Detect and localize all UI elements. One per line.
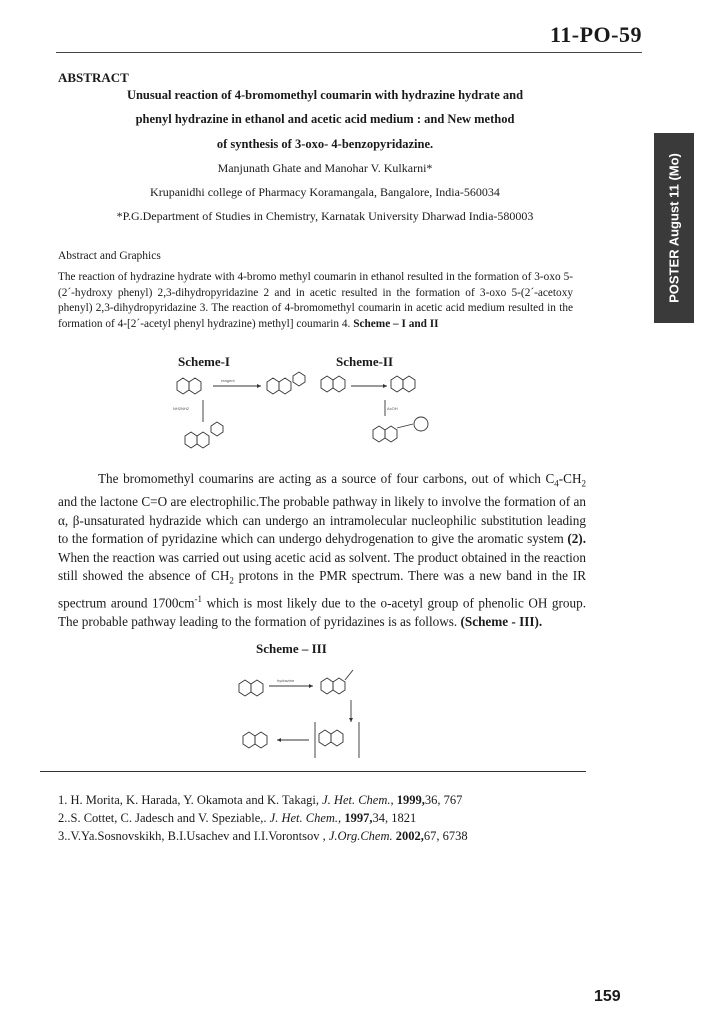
scheme-1-2-structures <box>165 368 445 466</box>
scheme-3-structures <box>225 660 375 766</box>
poster-code: 11-PO-59 <box>550 22 642 47</box>
ref-journal: J.Org.Chem. <box>328 829 393 843</box>
bold-run: (2). <box>567 531 586 547</box>
title-line-3: of synthesis of 3-oxo- 4-benzopyridazine. <box>216 137 434 151</box>
text-run: The bromomethyl coumarins are acting as a source of four carbons, out of which C <box>98 471 555 486</box>
affiliation-2: *P.G.Department of Studies in Chemistry, Karnatak University Dharwad India-580003 <box>116 209 534 223</box>
ref-year: 1999, <box>393 793 425 807</box>
reference-2 <box>58 811 416 826</box>
scheme-1-label: Scheme-I <box>178 354 230 369</box>
ref-authors: 3..V.Ya.Sosnovskikh, B.I.Usachev and I.I.Vorontsov , <box>58 829 329 843</box>
scheme-2-label: Scheme-II <box>336 354 394 369</box>
abstract-text: The reaction of hydrazine hydrate with 4-bromo methyl coumarin in ethanol resulted in the formation of 3-oxo 5-(2´-hydroxy phenyl) 2,3-dihydropyridazine 2 and in acetic resulted in the formation of 3-oxo 5-(2´-acetoxy phenyl) 2,3-dihydropyridazine 3. The reaction of 4-bromomethyl coumarin in acetic acid medium resulted in the formation of 4-[2´-acetyl phenyl hydrazine) methyl] coumarin 4. <box>58 271 573 330</box>
subscript: 4 <box>554 478 559 489</box>
superscript: -1 <box>194 594 203 605</box>
text-run: When the reaction was carried out using acetic acid as solvent. The product obtained in the reaction still showed the absence of CH <box>58 549 586 584</box>
abstract-scheme-ref: Scheme – I and II <box>353 317 439 330</box>
ref-journal: J. Het. Chem., <box>322 793 394 807</box>
text-run: -CH <box>558 471 582 486</box>
ref-year: 1997, <box>341 811 373 825</box>
title-line-2: phenyl hydrazine in ethanol and acetic acid medium : and New method <box>135 112 515 126</box>
discussion-paragraph <box>58 470 586 632</box>
text-run: and the lactone C=O are electrophilic.The probable pathway in likely to involve the formation of an α, β-unsaturated hydrazide which can undergo an intramolecular nucleophilic substitution leading to the formation of pyridazine which can undergo dehydrogenation to give the aromatic system <box>58 494 586 547</box>
text-run: protons in the PMR spectrum. There was a new band in the IR spectrum around 1700cm <box>58 568 586 611</box>
svg-text:hydrazine: hydrazine <box>277 678 295 683</box>
poster-date-tab <box>654 133 694 323</box>
references-rule <box>40 771 586 772</box>
text-run: which is most likely due to the o-acetyl group of phenolic OH group. The probable pathway leading to the formation of pyridazines is as follows. <box>58 595 586 630</box>
reference-1 <box>58 793 462 808</box>
ref-volume: 34, 1821 <box>372 811 417 825</box>
affiliation-1: Krupanidhi college of Pharmacy Koramangala, Bangalore, India-560034 <box>150 185 500 199</box>
poster-date-label: POSTER August 11 (Mo) <box>666 153 682 303</box>
ref-authors: 1. H. Morita, K. Harada, Y. Okamota and K. Takagi, <box>58 793 323 807</box>
subscript: 2 <box>581 478 586 489</box>
authors: Manjunath Ghate and Manohar V. Kulkarni* <box>217 161 433 175</box>
svg-text:AcOH: AcOH <box>387 406 398 411</box>
ref-year: 2002, <box>392 829 424 843</box>
ref-journal: J. Het. Chem., <box>269 811 342 825</box>
scheme-3-label: Scheme – III <box>256 641 327 656</box>
bold-run: (Scheme - III). <box>460 614 543 630</box>
reference-3 <box>58 829 468 844</box>
abstract-heading: ABSTRACT <box>58 70 129 85</box>
section-label: Abstract and Graphics <box>58 250 161 262</box>
ref-volume: 36, 767 <box>424 793 463 807</box>
ref-volume: 67, 6738 <box>423 829 468 843</box>
subscript: 2 <box>229 575 234 586</box>
page-number: 159 <box>594 988 621 1005</box>
header-rule <box>56 52 642 53</box>
title-line-1: Unusual reaction of 4-bromomethyl coumarin with hydrazine hydrate and <box>126 88 524 102</box>
svg-text:reagent: reagent <box>221 378 235 383</box>
ref-authors: 2..S. Cottet, C. Jadesch and V. Speziable,. <box>58 811 270 825</box>
svg-text:NH2NH2: NH2NH2 <box>173 406 190 411</box>
abstract-paragraph <box>58 270 573 332</box>
